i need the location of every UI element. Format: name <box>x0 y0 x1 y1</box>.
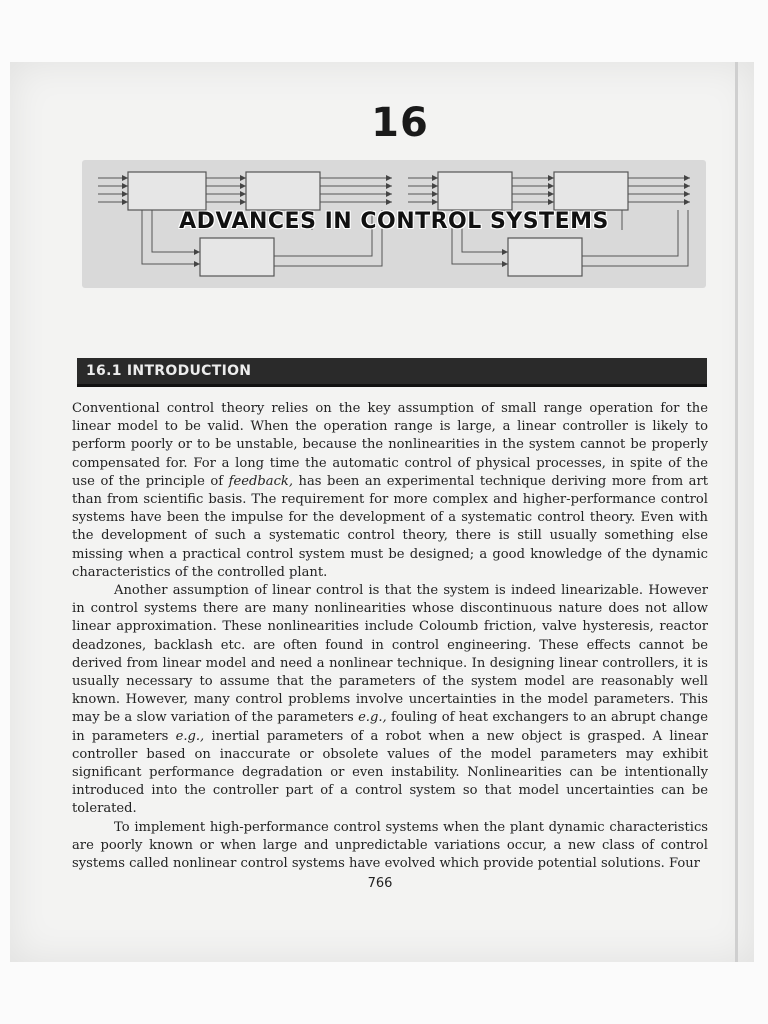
diagram-block <box>438 172 512 210</box>
page-edge <box>735 62 738 962</box>
emphasis-eg: e.g., <box>175 728 205 744</box>
diagram-block <box>200 238 274 276</box>
paragraph-2-text-a: Another assumption of linear control is that the system is indeed linearizable. However in control systems there are many nonlinearities whose discontinuous nature does not allow linear approximation. These nonlinearities include Coloumb friction, valve hysteresis, reactor deadzones, backlash etc. are often found in control engineering. These effects cannot be derived from linear model and need a nonlinear technique. In designing linear controllers, it is usually necessary to assume that the parameters of the system model are reasonably well known. However, many control problems involve uncertainties in the model parameters. This may be a slow variation of the parameters <box>72 583 708 726</box>
emphasis-eg: e.g., <box>358 710 387 726</box>
emphasis-feedback: feedback, <box>228 473 293 489</box>
paragraph-2-text-c: inertial parameters of a robot when a new object is grasped. A linear controller based on inaccurate or obsolete values of the model parameters may exhibit significant performance degradation or even instability. Nonlinearities can be intentionally introduced into the controller part of a control system so that model uncertainties can be tolerated. <box>72 728 709 817</box>
section-heading: 16.1 INTRODUCTION <box>86 363 252 379</box>
diagram-block <box>128 172 206 210</box>
paragraph-2 <box>72 582 708 819</box>
paragraph-3: To implement high-performance control systems when the plant dynamic characteristics are poorly known or when large and unpredictable variations occur, a new class of control systems called nonlinear control systems have evolved which provide potential solutions. Four <box>72 819 708 872</box>
body-text <box>72 400 708 873</box>
diagram-block <box>246 172 320 210</box>
chapter-title: ADVANCES IN CONTROL SYSTEMS <box>179 209 609 234</box>
paragraph-2-text-b: fouling of heat exchangers to an abrupt change in parameters <box>72 710 709 744</box>
diagram-block <box>554 172 628 210</box>
paragraph-1-text-b: has been an experimental technique deriving more from art than from scientific basis. The requirement for more complex and higher-performance control systems have been the impulse for the development of a systematic control theory. Even with the development of such a systematic control theory, there is still usually something else missing when a practical control system must be designed; a good knowledge of the dynamic characteristics of the controlled plant. <box>72 473 708 580</box>
paragraph-1-text-a: Conventional control theory relies on the key assumption of small range operation for the linear model to be valid. When the operation range is large, a linear controller is likely to perform poorly or to be unstable, because the nonlinearities in the system cannot be properly compensated for. For a long time the automatic control of physical processes, in spite of the use of the principle of <box>72 401 708 489</box>
diagram-block <box>508 238 582 276</box>
paragraph-1 <box>72 400 708 582</box>
page-number: 766 <box>367 876 393 891</box>
chapter-number: 16 <box>371 100 429 146</box>
